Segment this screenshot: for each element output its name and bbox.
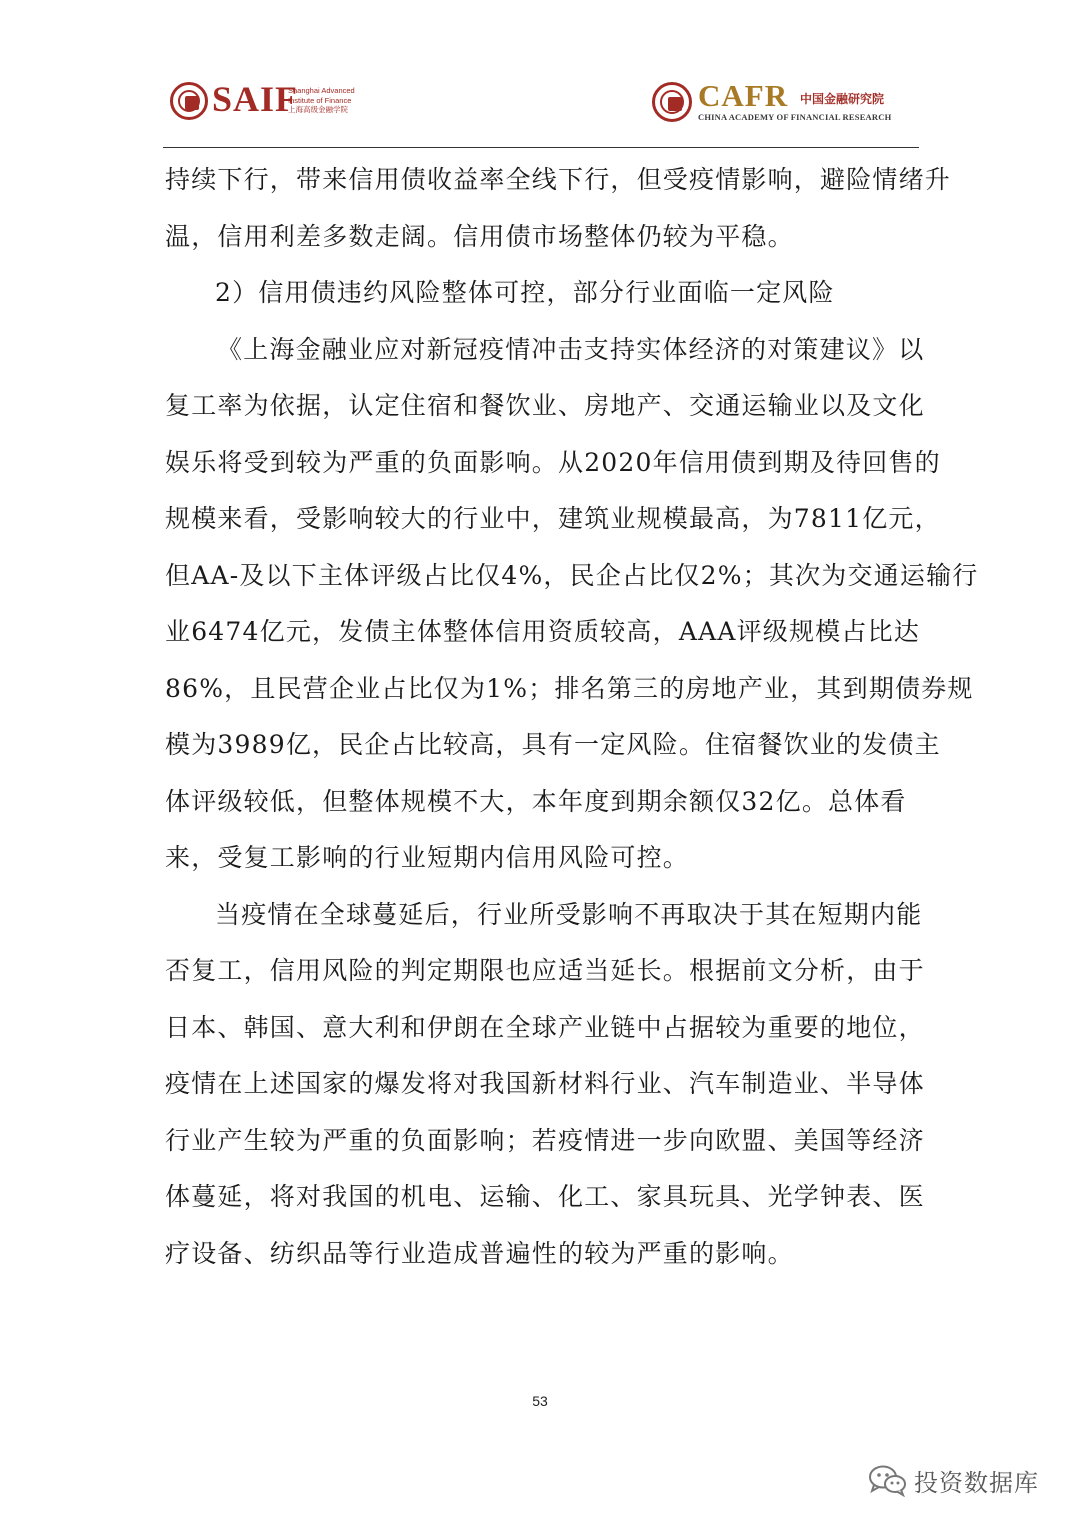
cafr-cn-name: 中国金融研究院 xyxy=(800,92,885,106)
header-divider xyxy=(163,147,919,148)
body-line: 模为3989亿，民企占比较高，具有一定风险。住宿餐饮业的发债主 xyxy=(165,730,941,759)
body-line: 否复工，信用风险的判定期限也应适当延长。根据前文分析，由于 xyxy=(165,956,925,985)
body-line: 86%，且民营企业占比仅为1%；排名第三的房地产业，其到期债券规 xyxy=(165,673,974,703)
watermark-text: 投资数据库 xyxy=(914,1468,1039,1497)
body-line: 来，受复工影响的行业短期内信用风险可控。 xyxy=(165,843,690,872)
body-line: 体评级较低，但整体规模不大，本年度到期余额仅32亿。总体看 xyxy=(165,786,907,816)
wechat-watermark xyxy=(868,1460,1039,1500)
body-line: 体蔓延，将对我国的机电、运输、化工、家具玩具、光学钟表、医 xyxy=(165,1182,925,1211)
saif-seal-icon xyxy=(170,82,208,120)
saif-logo xyxy=(170,80,360,120)
saif-subtitle-line: 上海高级金融学院 xyxy=(288,105,348,114)
body-line: 《上海金融业应对新冠疫情冲击支持实体经济的对策建议》以 xyxy=(217,334,925,364)
body-line: 规模来看，受影响较大的行业中，建筑业规模最高，为7811亿元， xyxy=(165,504,941,533)
cafr-wordmark: CAFR xyxy=(698,78,789,113)
section-heading: 2）信用债违约风险整体可控，部分行业面临一定风险 xyxy=(215,278,835,307)
page-header xyxy=(0,0,1080,150)
cafr-seal-icon xyxy=(652,82,692,122)
body-line: 疫情在上述国家的爆发将对我国新材料行业、汽车制造业、半导体 xyxy=(165,1069,925,1098)
page-number: 53 xyxy=(532,1393,548,1409)
cafr-en-name: CHINA ACADEMY OF FINANCIAL RESEARCH xyxy=(698,112,892,122)
body-line: 当疫情在全球蔓延后，行业所受影响不再取决于其在短期内能 xyxy=(215,899,923,929)
body-line: 但AA-及以下主体评级占比仅4%，民企占比仅2%；其次为交通运输行 xyxy=(165,560,979,590)
body-line: 娱乐将受到较为严重的负面影响。从2020年信用债到期及待回售的 xyxy=(165,447,941,477)
saif-wordmark: SAIF xyxy=(212,79,299,119)
body-line: 行业产生较为严重的负面影响；若疫情进一步向欧盟、美国等经济 xyxy=(165,1125,925,1155)
body-line: 日本、韩国、意大利和伊朗在全球产业链中占据较为重要的地位， xyxy=(165,1012,925,1042)
cafr-logo xyxy=(650,78,890,124)
body-line: 持续下行，带来信用债收益率全线下行，但受疫情影响，避险情绪升 xyxy=(165,165,952,194)
saif-subtitle-line: Shanghai Advanced xyxy=(288,86,355,95)
body-line: 复工率为依据，认定住宿和餐饮业、房地产、交通运输业以及文化 xyxy=(165,391,925,420)
body-line: 温，信用利差多数走阔。信用债市场整体仍较为平稳。 xyxy=(165,221,794,251)
wechat-icon xyxy=(868,1463,908,1497)
saif-subtitle-line: Institute of Finance xyxy=(288,95,352,105)
document-body xyxy=(165,152,979,1282)
body-line: 疗设备、纺织品等行业造成普遍性的较为严重的影响。 xyxy=(165,1238,794,1268)
body-line: 业6474亿元，发债主体整体信用资质较高，AAA评级规模占比达 xyxy=(165,617,920,646)
saif-subtitle xyxy=(288,86,378,115)
